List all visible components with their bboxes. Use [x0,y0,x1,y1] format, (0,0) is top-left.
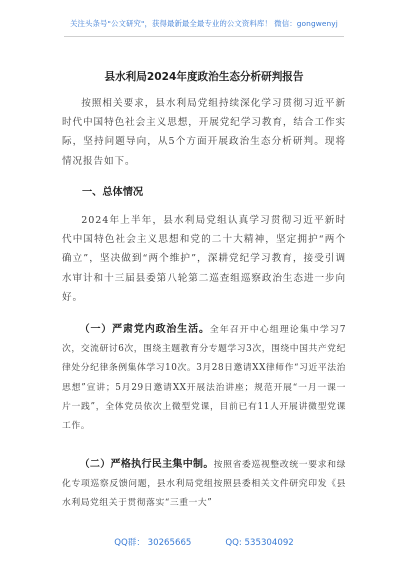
qq-contact-text: QQ: 535304092 [225,538,294,548]
document-title: 县水利局2024年度政治生态分析研判报告 [104,71,304,83]
qq-group-text: QQ群： 30265665 [114,538,192,548]
contact-footer [0,536,408,548]
item-2-body: 按照省委巡视整改统一要求和绿化专项巡察反馈问题，县水利局党组按照县委相关文件研究印发《县水利局党组关于贯彻落实“三重一大” [62,460,346,509]
header-divider [64,36,344,37]
section-heading-overview: 一、总体情况 [82,187,144,198]
item-2-paragraph [62,455,346,514]
item-1-paragraph [62,320,346,436]
item-2-lead: （二）严格执行民主集中制。 [79,459,214,470]
promo-banner: 关注头条号"公文研究"，获得最新最全最专业的公文资料库！ 微信：gongwenyj [70,19,338,28]
item-1-body: 全年召开中心组理论集中学习7次，交流研讨6次，围绕主题教育分专题学习3次，围绕中国共产党纪律处分纪律条例集体学习10次。3月28日邀请XX律师作“习近平法治思想”宣讲；5月29日邀请XX开展法治讲座；规范开展“一月一课一片一践”，全体党员依次上微型党课，目前已有11人开展讲微型党课工作。 [62,325,346,432]
intro-paragraph: 按照相关要求，县水利局党组持续深化学习贯彻习近平新时代中国特色社会主义思想，开展党纪学习教育，结合工作实际，坚持问题导向，从5个方面开展政治生态分析研判。现将情况报告如下。 [62,98,346,167]
item-1-lead: （一）严肃党内政治生活。 [79,324,210,335]
overview-paragraph: 2024年上半年，县水利局党组认真学习贯彻习近平新时代中国特色社会主义思想和党的二十大精神，坚定拥护“两个确立”，坚决做到“两个维护”，深耕党纪学习教育，接受引调水审计和十三届县委第八轮第二巡查组巡察政治生态进一步向好。 [62,215,346,303]
